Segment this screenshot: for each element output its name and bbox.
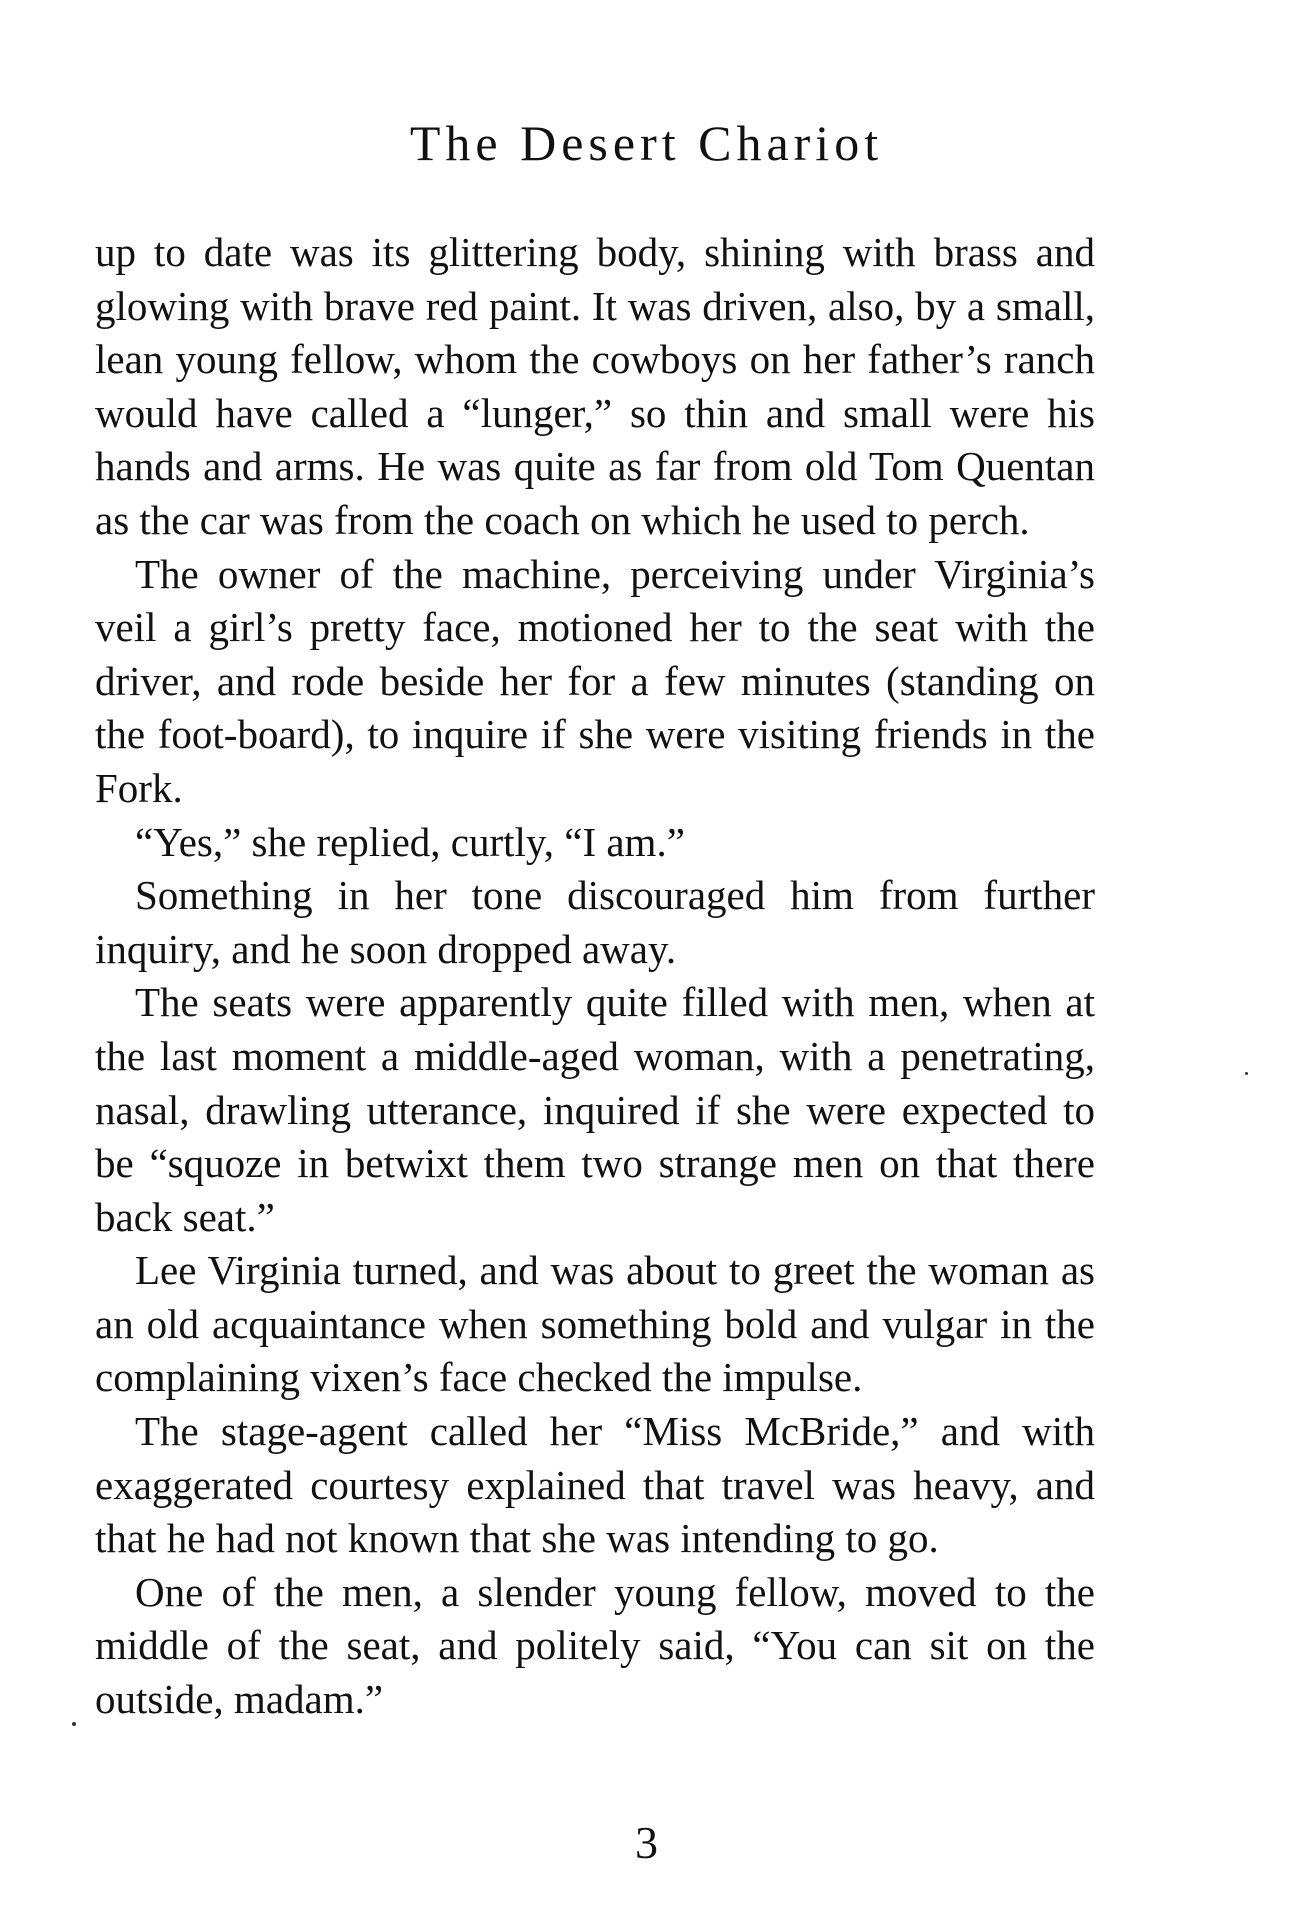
paragraph-continuation: up to date was its glittering body, shining with brass and glowing with brave red paint. It was driven, also, by a small, lean young fellow, whom the cowboys on her father’s ranch would have called a “lunger,” so thin and small were his hands and arms. He was quite as far from old Tom Quentan as the car was from the coach on which he used to perch. (95, 229, 1095, 543)
paragraph: One of the men, a slender young fellow, moved to the middle of the seat, and politely said, “You can sit on the outside, madam.” (95, 1568, 1095, 1723)
paragraph: The stage-agent called her “Miss McBride,” and with exaggerated courtesy explained that travel was heavy, and that he had not known that she was intending to go. (95, 1408, 1095, 1562)
print-speck (1245, 1072, 1248, 1075)
body-text (95, 226, 1095, 1727)
running-head: The Desert Chariot (409, 115, 884, 171)
paragraph: The seats were apparently quite filled with men, when at the last moment a middle-aged woman, with a penetrating, nasal, drawling utterance, inquired if she were expected to be “squoze in betwixt them two strange men on that there back seat.” (95, 979, 1095, 1240)
page-number: 3 (635, 1817, 658, 1868)
print-speck (72, 1722, 76, 1726)
paragraph: The owner of the machine, perceiving under Virginia’s veil a girl’s pretty face, motioned her to the seat with the driver, and rode beside her for a few minutes (standing on the foot-board), to inquire if she were visiting friends in the Fork. (95, 550, 1095, 811)
paragraph: “Yes,” she replied, curtly, “I am.” (135, 818, 685, 865)
paragraph: Lee Virginia turned, and was about to greet the woman as an old acquaintance when something bold and vulgar in the complaining vixen’s face checked the impulse. (95, 1247, 1095, 1401)
paragraph: Something in her tone discouraged him from further inquiry, and he soon dropped away. (95, 872, 1095, 972)
